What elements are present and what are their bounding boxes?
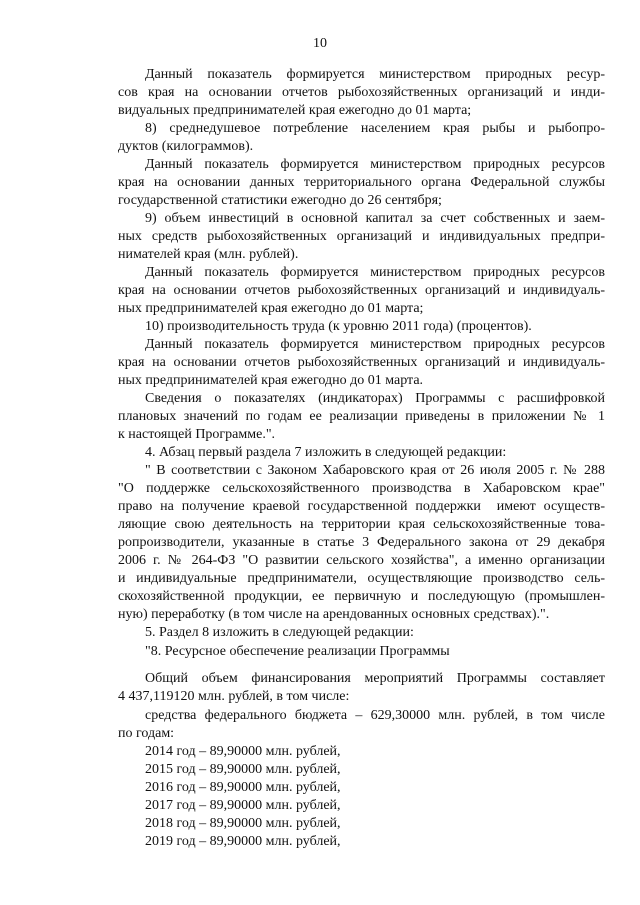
text-line: и индивидуальные предприниматели, осуществляющие производство сель- (118, 571, 605, 586)
text-line: государственной статистики ежегодно до 26 сентября; (118, 193, 442, 208)
text-line: 2006 г. № 264-ФЗ "О развитии сельского хозяйства", а именно организации (118, 553, 605, 568)
list-item: 2016 год – 89,90000 млн. рублей, (145, 780, 341, 795)
text-line: 8) среднедушевое потребление населением края рыбы и рыбопро- (145, 121, 605, 136)
text-line: средства федерального бюджета – 629,30000 млн. рублей, в том числе (145, 708, 605, 723)
text-line: дуктов (килограммов). (118, 139, 254, 154)
list-item: 2014 год – 89,90000 млн. рублей, (145, 744, 341, 759)
text-line: скохозяйственной продукции, ее первичную и последующую (промышлен- (118, 589, 605, 604)
text-line: ных предпринимателей края ежегодно до 01 марта; (118, 301, 424, 316)
list-item: 2017 год – 89,90000 млн. рублей, (145, 798, 341, 813)
list-item: 2019 год – 89,90000 млн. рублей, (145, 834, 341, 849)
text-line: Общий объем финансирования мероприятий Программы составляет (145, 671, 605, 686)
text-line: 4 437,119120 млн. рублей, в том числе: (118, 689, 350, 704)
text-line: право на получение краевой государственной поддержки имеют осуществ- (118, 499, 605, 514)
section-heading: "8. Ресурсное обеспечение реализации Программы (145, 644, 450, 659)
text-line: края на основании отчетов рыбохозяйственных организаций и индивидуаль- (118, 283, 605, 298)
text-line: Данный показатель формируется министерством природных ресурсов (145, 337, 605, 352)
page-number: 10 (313, 36, 327, 51)
text-line: ляющие свою деятельность на территории края сельскохозяйственные това- (118, 517, 605, 532)
text-line: по годам: (118, 726, 175, 741)
text-line: края на основании данных территориального органа Федеральной службы (118, 175, 605, 190)
text-line: видуальных предпринимателей края ежегодно до 01 марта; (118, 103, 472, 118)
text-line: нимателей края (млн. рублей). (118, 247, 299, 262)
text-line: к настоящей Программе.". (118, 427, 276, 442)
text-line: Данный показатель формируется министерством природных ресурсов (145, 265, 605, 280)
list-item: 2015 год – 89,90000 млн. рублей, (145, 762, 341, 777)
text-line: ную) переработку (в том числе на арендованных основных средствах).". (118, 607, 550, 622)
text-line: плановых значений по годам ее реализации приведены в приложении № 1 (118, 409, 605, 424)
text-line: ных средств рыбохозяйственных организаций и индивидуальных предпри- (118, 229, 605, 244)
text-line: Данный показатель формируется министерством природных ресур- (145, 67, 605, 82)
text-line: " В соответствии с Законом Хабаровского края от 26 июля 2005 г. № 288 (145, 463, 605, 478)
text-line: Данный показатель формируется министерством природных ресурсов (145, 157, 605, 172)
text-line: "О поддержке сельскохозяйственного производства в Хабаровском крае" (118, 481, 605, 496)
text-line: сов края на основании отчетов рыбохозяйственных организаций и инди- (118, 85, 605, 100)
text-line: 9) объем инвестиций в основной капитал за счет собственных и заем- (145, 211, 605, 226)
text-line: Сведения о показателях (индикаторах) Программы с расшифровкой (145, 391, 605, 406)
text-line: 10) производительность труда (к уровню 2011 года) (процентов). (145, 319, 532, 334)
text-line: края на основании отчетов рыбохозяйственных организаций и индивидуаль- (118, 355, 605, 370)
text-line: 4. Абзац первый раздела 7 изложить в следующей редакции: (145, 445, 507, 460)
text-line: ропроизводители, указанные в статье 3 Федерального закона от 29 декабря (118, 535, 605, 550)
list-item: 2018 год – 89,90000 млн. рублей, (145, 816, 341, 831)
text-line: 5. Раздел 8 изложить в следующей редакции: (145, 625, 414, 640)
text-line: ных предпринимателей края ежегодно до 01 марта. (118, 373, 424, 388)
